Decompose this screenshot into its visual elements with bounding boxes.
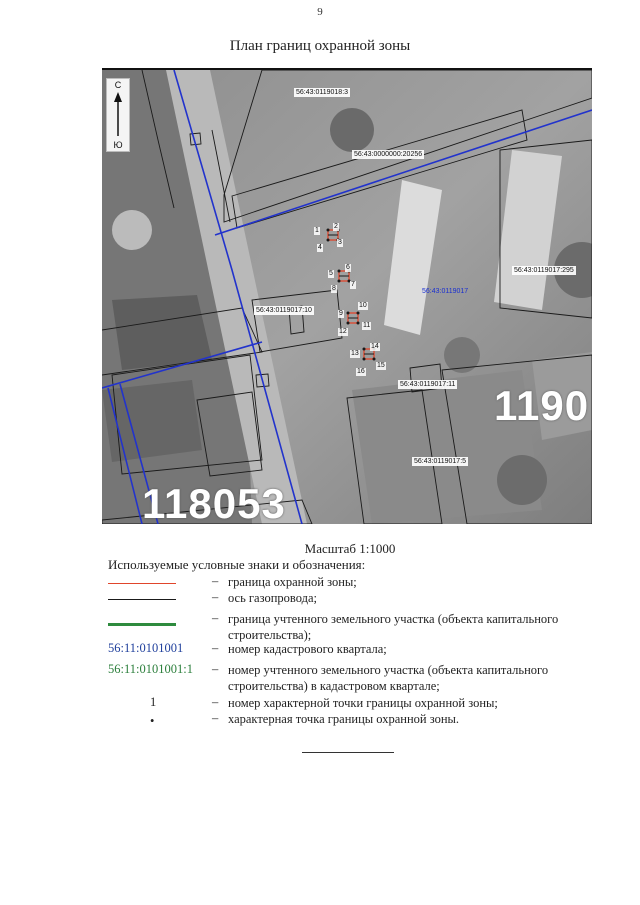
- point-number: 13: [351, 350, 359, 357]
- point-number: 5: [329, 270, 333, 277]
- point-number: 11: [363, 322, 371, 329]
- legend-text: номер кадастрового квартала;: [228, 642, 387, 656]
- page-number: 9: [317, 6, 323, 18]
- point-marker-icon: •: [150, 714, 155, 728]
- legend-text: ось газопровода;: [228, 591, 318, 605]
- legend-heading: Используемые условные знаки и обозначения:: [108, 557, 366, 572]
- point-number: 15: [377, 362, 385, 369]
- point-number: 4: [318, 244, 322, 251]
- legend-dash: –: [212, 641, 219, 655]
- end-rule: [302, 752, 394, 753]
- point-number: 16: [357, 368, 365, 375]
- point-number: 14: [371, 343, 379, 350]
- parcel-label: 56:43:0000000:20256: [354, 151, 423, 158]
- parcel-number-sample: 56:11:0101001:1: [108, 662, 193, 676]
- parcel-label: 56:43:0119018:3: [296, 89, 349, 96]
- legend-dash: –: [212, 662, 219, 676]
- parcel-label: 56:43:0119017:11: [400, 381, 456, 388]
- legend-dash: –: [212, 695, 219, 709]
- north-arrow-icon: [106, 78, 130, 152]
- quarter-label: 56:43:0119017: [422, 288, 469, 295]
- legend-dash: –: [212, 574, 219, 588]
- point-number: 12: [339, 328, 347, 335]
- zone-boundary-line-icon: [108, 583, 176, 584]
- point-number: 3: [338, 239, 342, 246]
- north-label: С: [114, 80, 122, 90]
- point-number: 6: [346, 264, 350, 271]
- legend-item-parcel-number: [108, 662, 608, 694]
- legend-text: характерная точка границы охранной зоны.: [228, 712, 460, 726]
- legend-text: номер учтенного земельного участка (объекта капитального строительства) в кадастровом квартале;: [228, 663, 549, 693]
- legend-item-point-number: [108, 695, 608, 711]
- parcel-label: 56:43:0119017:295: [514, 267, 574, 274]
- gas-axis-line-icon: [108, 599, 176, 600]
- parcel-label: 56:43:0119017:5: [414, 458, 467, 465]
- page-title: План границ охранной зоны: [229, 38, 411, 54]
- large-map-label: 1190: [494, 382, 590, 429]
- legend-dash: –: [212, 611, 219, 625]
- legend-item-quarter-number: [108, 641, 608, 657]
- legend-text: номер характерной точки границы охранной зоны;: [228, 696, 498, 710]
- legend-dash: –: [212, 711, 219, 725]
- legend-text: граница охранной зоны;: [228, 575, 357, 589]
- legend-text: граница учтенного земельного участка (объекта капитального строительства);: [228, 612, 559, 642]
- point-number: 2: [334, 223, 338, 230]
- point-number: 8: [332, 285, 336, 292]
- large-map-label: 118053: [142, 480, 286, 524]
- parcel-label: 56:43:0119017:10: [256, 307, 312, 314]
- cadastral-map: [102, 68, 592, 524]
- point-number: 9: [339, 310, 343, 317]
- legend-dash: –: [212, 590, 219, 604]
- legend-item-point-marker: [108, 711, 608, 727]
- point-number: 1: [315, 227, 319, 234]
- aerial-photo: [102, 70, 592, 524]
- point-number-sample: 1: [150, 695, 157, 709]
- south-label: Ю: [113, 140, 123, 150]
- point-number: 7: [351, 281, 355, 288]
- legend-item-parcel-boundary: [108, 611, 608, 643]
- point-number: 10: [359, 302, 367, 309]
- quarter-number-sample: 56:11:0101001: [108, 641, 184, 655]
- parcel-boundary-line-icon: [108, 623, 176, 626]
- legend-item-zone-boundary: [108, 574, 608, 590]
- map-scale: Масштаб 1:1000: [304, 541, 396, 556]
- legend-item-gas-axis: [108, 590, 608, 606]
